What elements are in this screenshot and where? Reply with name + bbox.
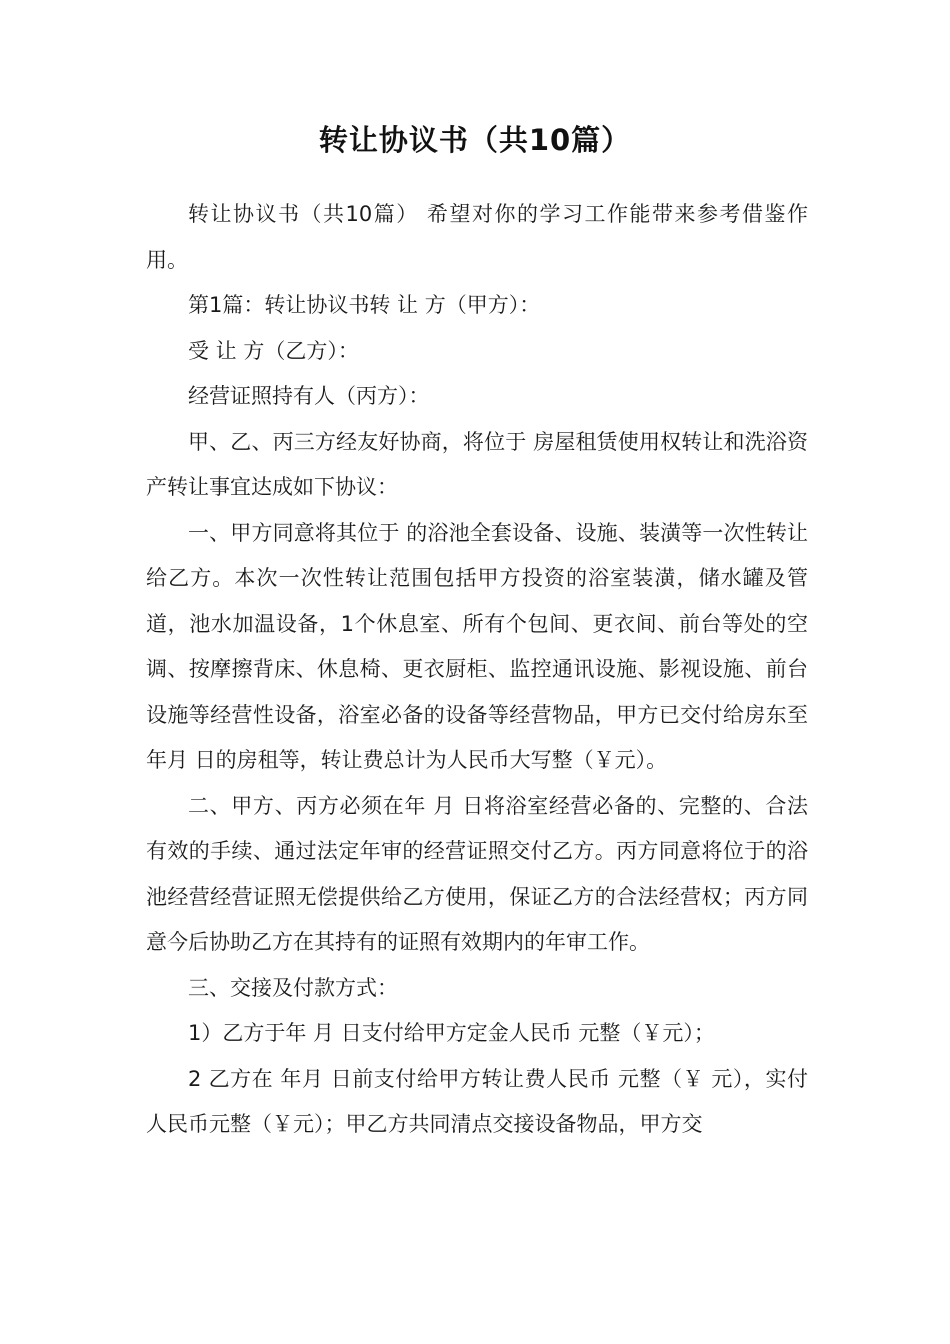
paragraph-intro: 转让协议书（共10篇） 希望对你的学习工作能带来参考借鉴作用。 <box>146 202 808 272</box>
paragraph-license-holder: 经营证照持有人（丙方）： <box>188 384 430 408</box>
document-title: 转让协议书（共10篇） <box>318 123 632 157</box>
paragraph-transferor: 第1篇：转让协议书转 让 方（甲方）： <box>188 293 541 317</box>
paragraph-clause-3: 三、交接及付款方式： <box>188 975 398 1000</box>
paragraph-transferee: 受 让 方（乙方）： <box>188 338 359 363</box>
paragraph-agreement: 甲、乙、丙三方经友好协商，将位于 房屋租赁使用权转让和洗浴资产转让事宜达成如下协议： <box>146 429 808 499</box>
paragraph-clause-1: 一、甲方同意将其位于 的浴池全套设备、设施、装潢等一次性转让给乙方。本次一次性转让范围包括甲方投资的浴室装潢，储水罐及管道，池水加温设备，1个休息室、所有个包间、更衣间、前台等处的空调、按摩擦背床、休息椅、更衣厨柜、监控通讯设施、影视设施、前台设施等经营性设备，浴室必备的设备等经营物品，甲方已交付给房东至年月 日的房租等，转让费总计为人民币大写整（￥元）。 <box>146 520 808 772</box>
paragraph-payment-1: 1）乙方于年 月 日支付给甲方定金人民币 元整（￥元）； <box>188 1021 715 1045</box>
paragraph-payment-2: 2 乙方在 年月 日前支付给甲方转让费人民币 元整（￥ 元），实付人民币元整（￥元）；甲乙方共同清点交接设备物品，甲方交 <box>146 1066 808 1136</box>
document-body <box>146 192 808 1148</box>
paragraph-clause-2: 二、甲方、丙方必须在年 月 日将浴室经营必备的、完整的、合法有效的手续、通过法定年审的经营证照交付乙方。丙方同意将位于的浴池经营经营证照无偿提供给乙方使用，保证乙方的合法经营权；丙方同意今后协助乙方在其持有的证照有效期内的年审工作。 <box>146 793 808 954</box>
